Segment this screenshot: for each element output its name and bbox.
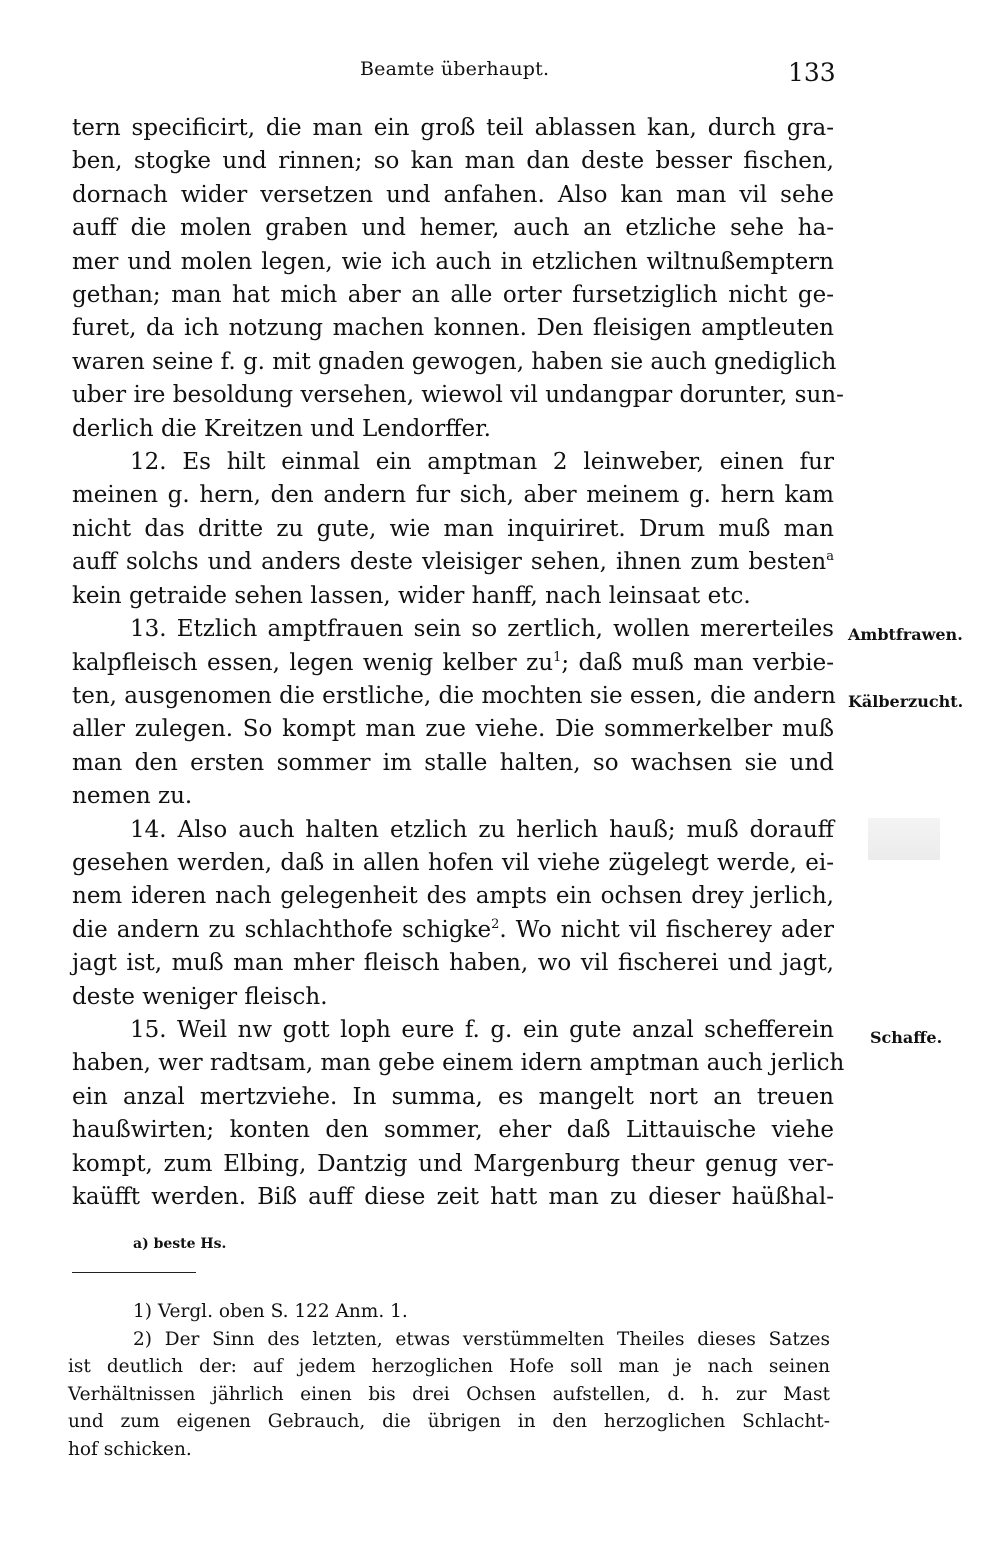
text-line: man den ersten sommer im stalle halten, so wachsen sie und [72, 749, 834, 776]
text-line: kaüfft werden. Biß auff diese zeit hatt man zu dieser haüßhal- [72, 1184, 834, 1210]
text-fragment: auff solchs und anders deste vleisiger sehen, ihnen zum besten [72, 549, 827, 576]
text-line-with-footnote-ref [72, 914, 834, 947]
text-line: mer und molen legen, wie ich auch in etzlichen wiltnußemptern [72, 248, 834, 275]
footnote-2-line: hof schicken. [68, 1438, 192, 1460]
text-line-with-footnote-ref [72, 647, 834, 680]
text-fragment: . Wo nicht vil fischerey ader [499, 916, 834, 943]
text-fragment: die andern zu schlachthofe schigke [72, 916, 492, 943]
apparatus-mark-a: a [826, 549, 834, 565]
running-head: Beamte überhaupt. [360, 58, 550, 80]
footnotes [68, 1298, 830, 1464]
footnote-ref-2: 2 [491, 916, 500, 932]
paragraph-14-start: 14. Also auch halten etzlich zu herlich hauß; muß dorauff [130, 816, 834, 843]
text-line: kein getraide sehen lassen, wider hanff, nach leinsaat etc. [72, 582, 751, 609]
text-line: derlich die Kreitzen und Lendorffer. [72, 415, 491, 442]
text-line: deste weniger fleisch. [72, 983, 328, 1010]
text-line: furet, da ich notzung machen konnen. Den fleisigen amptleuten [72, 315, 834, 342]
main-text [72, 112, 845, 1214]
text-line: gethan; man hat mich aber an alle orter fursetziglich nicht ge- [72, 282, 834, 309]
footnote-2-line: Verhältnissen jährlich einen bis drei Ochsen aufstellen, d. h. zur Mast [68, 1383, 830, 1405]
text-line: haben, wer radtsam, man gebe einem idern amptman auch jerlich [72, 1050, 845, 1077]
text-line: meinen g. hern, den andern fur sich, aber meinem g. hern kam [72, 482, 834, 509]
margin-note-ambtfrawen: Ambtfrawen. [848, 625, 963, 644]
text-line: auff die molen graben und hemer, auch an etzliche sehe ha- [72, 215, 834, 242]
text-line: kompt, zum Elbing, Dantzig und Margenburg theur genug ver- [72, 1150, 834, 1177]
text-line: nicht das dritte zu gute, wie man inquiriret. Drum muß man [72, 515, 834, 542]
text-fragment: kalpfleisch essen, legen wenig kelber zu [72, 649, 554, 676]
footnote-1: 1) Vergl. oben S. 122 Anm. 1. [133, 1301, 408, 1322]
footnote-2-line: und zum eigenen Gebrauch, die übrigen in den herzoglichen Schlacht- [68, 1411, 830, 1433]
footnote-2-line: 2) Der Sinn des letzten, etwas verstümmelten Theiles dieses Satzes [133, 1328, 830, 1350]
critical-apparatus: a) beste Hs. [133, 1236, 227, 1252]
paragraph-13-start: 13. Etzlich amptfrauen sein so zertlich, wollen mererteiles [130, 616, 834, 643]
text-line: ben, stogke und rinnen; so kan man dan deste besser fischen, [72, 148, 834, 175]
paragraph-15-start: 15. Weil nw gott loph eure f. g. ein gute anzal schefferein [130, 1016, 834, 1043]
text-line-with-apparatus-mark [72, 546, 834, 579]
footnote-ref-1: 1 [553, 649, 562, 665]
text-line: aller zulegen. So kompt man zue viehe. Die sommerkelber muß [72, 716, 834, 743]
text-line: nem ideren nach gelegenheit des ampts ein ochsen drey jerlich, [72, 883, 834, 910]
text-line: gesehen werden, daß in allen hofen vil viehe zügelegt werde, ei- [72, 849, 834, 876]
page-number: 133 [788, 58, 836, 87]
text-line: dornach wider versetzen und anfahen. Also kan man vil sehe [72, 181, 834, 208]
margin-note-kaelberzucht: Kälberzucht. [848, 692, 964, 711]
text-line: ten, ausgenomen die erstliche, die mochten sie essen, die andern [72, 682, 836, 709]
text-line: waren seine f. g. mit gnaden gewogen, haben sie auch gnediglich [72, 348, 837, 375]
footnote-divider [72, 1272, 196, 1273]
text-line: jagt ist, muß man mher fleisch haben, wo vil fischerei und jagt, [72, 950, 834, 977]
scan-smudge [868, 818, 940, 860]
text-fragment: ; daß muß man verbie- [561, 649, 834, 676]
text-line: nemen zu. [72, 783, 193, 810]
paragraph-12-start: 12. Es hilt einmal ein amptman 2 leinweber, einen fur [130, 449, 834, 476]
margin-note-schaffe: Schaffe. [870, 1028, 943, 1047]
text-line: uber ire besoldung versehen, wiewol vil undangpar dorunter, sun- [72, 382, 844, 409]
text-line: tern specificirt, die man ein groß teil ablassen kan, durch gra- [72, 115, 834, 141]
footnote-2-line: ist deutlich der: auf jedem herzoglichen Hofe soll man je nach seinen [68, 1356, 830, 1378]
text-line: ein anzal mertzviehe. In summa, es mangelt nort an treuen [72, 1083, 834, 1110]
text-line: haußwirten; konten den sommer, eher daß Littauische viehe [72, 1117, 834, 1144]
